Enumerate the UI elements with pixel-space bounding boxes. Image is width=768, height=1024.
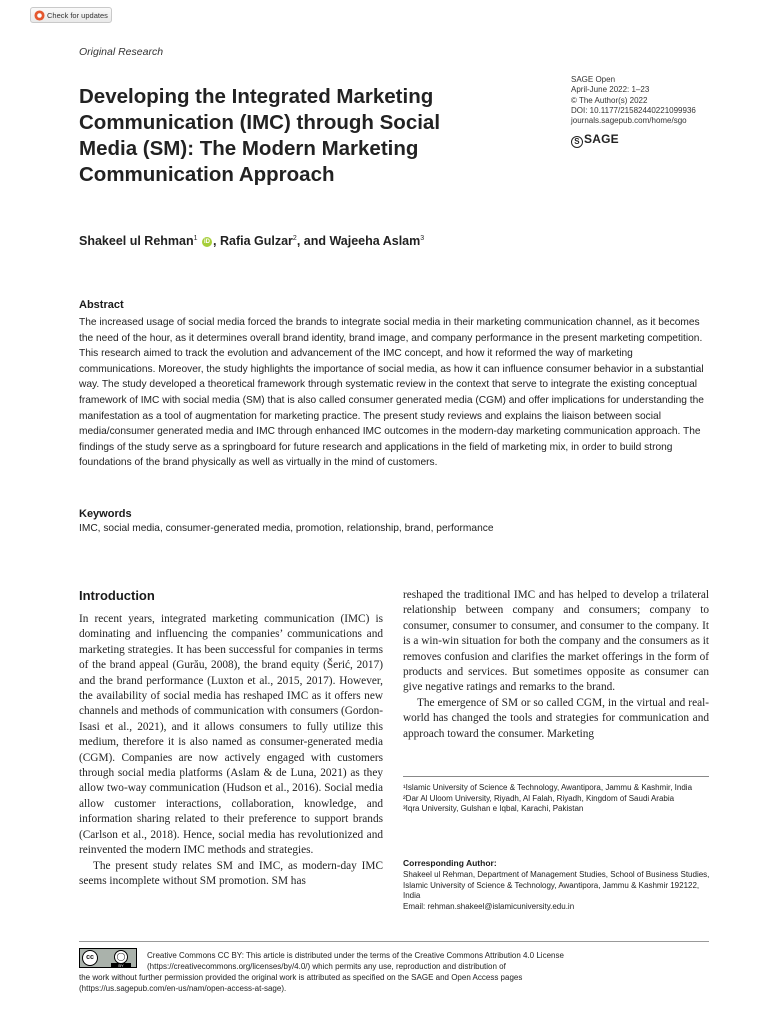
affiliations: [403, 783, 713, 815]
abstract-text: The increased usage of social media forced the brands to integrate social media in their marketing communication channel, as it becomes the need of the hour, as it determines overall brand identity, brand image, and company performance in the present marketing competition. This research aimed to track the evolution and advancement of the IMC concept, and how it reformed the way of marketing communications. Moreover, the study highlights the importance of social media, as how it can influence consumer behavior in a substantial way. The study developed a theoretical framework through systematic review in the context that serve to integrate the existing conceptual framework of IMC with social media (SM) that is also called consumer generated media (CGM) and offer implications for understanding the manifestation as a tool of augmentation for marketing practice. The present study reviews and explains the liaison between social media/consumer generated media and IMC through enhanced IMC outcomes in the modern-day marketing communication approach. The findings of the study serve as a springboard for future research and applications in the field of marketing mix, in order to build strong foundations of the brand physically as well as virtually in the mind of customers.: [79, 317, 704, 469]
paragraph: In recent years, integrated marketing communication (IMC) is dominating and influencing the companies’ communications and marketing strategies. It has been successful for companies in terms of the brand appeal (Gurău, 2008), the brand equity (Šerić, 2017) and the brand performance (Luxton et al., 2015, 2017). However, the availability of social media has reshaped IMC as it offers new channels and methods of communication with consumers (Gordon-Isasi et al., 2021), and it allows consumers to fully utilize this medium, therefore it is also named as consumer-generated media (CGM). Companies are now actively engaged with customers through social media platforms (Aslam & de Luna, 2021) as they allow two-way communication (Hudson et al., 2016). Social media allow customer interactions, collaboration, knowledge, and information sharing related to their preference to support brands (Carlson et al., 2018). Hence, social media has revolutionized and reinvented the modern IMC methods and strategies.: [79, 613, 384, 857]
keywords-heading: Keywords: [79, 508, 132, 520]
check-for-updates-button[interactable]: [30, 7, 112, 23]
sage-logo: [571, 132, 619, 148]
license-line-4[interactable]: (https://us.sagepub.com/en-us/nam/open-access-at-sage).: [79, 984, 287, 993]
doi[interactable]: DOI: 10.1177/21582440221099936: [571, 105, 696, 115]
license-text: [79, 950, 709, 994]
affiliation-1: ¹Islamic University of Science & Technology, Awantipora, Jammu & Kashmir, India: [403, 783, 693, 792]
journal-url[interactable]: journals.sagepub.com/home/sgo: [571, 116, 687, 126]
article-type: Original Research: [79, 46, 164, 58]
journal-issue: April-June 2022: 1–23: [571, 85, 650, 95]
orcid-icon[interactable]: iD: [204, 239, 211, 245]
author-3: , and Wajeeha Aslam: [296, 234, 421, 248]
corresponding-author: [403, 870, 713, 912]
body-column-left: [79, 612, 383, 889]
author-2: , Rafia Gulzar: [213, 234, 293, 248]
author-1: Shakeel ul Rehman: [79, 234, 194, 248]
footer-divider: [79, 941, 709, 942]
footnote-divider: [403, 776, 709, 777]
copyright: © The Author(s) 2022: [571, 95, 648, 105]
keywords-text: IMC, social media, consumer-generated media, promotion, relationship, brand, performance: [79, 523, 494, 534]
affiliation-3: ³Iqra University, Gulshan e Iqbal, Karachi, Pakistan: [403, 804, 584, 813]
abstract-heading: Abstract: [79, 299, 124, 311]
corresponding-author-heading: Corresponding Author:: [403, 858, 497, 868]
corresponding-author-email[interactable]: Email: rehman.shakeel@islamicuniversity.edu.in: [403, 901, 575, 911]
paragraph: The present study relates SM and IMC, as modern-day IMC seems incomplete without SM promotion. SM has: [79, 859, 383, 887]
license-line-1: Creative Commons CC BY: This article is distributed under the terms of the Creative Commons Attribution 4.0 License: [147, 951, 564, 960]
update-icon: [34, 10, 45, 21]
corresponding-author-address: Shakeel ul Rehman, Department of Management Studies, School of Business Studies, Islamic University of Science & Technology, Awantipora, Jammu & Kashmir 192122, India: [403, 870, 710, 900]
license-line-2[interactable]: (https://creativecommons.org/licenses/by/4.0/) which permits any use, reproduction and distribution of: [147, 962, 506, 971]
paragraph: reshaped the traditional IMC and has helped to develop a trilateral relationship between company and consumers; company to consumer, consumer to consumer, and consumer to the company. It is a win-win situation for both the company and the consumers as it removes confusion and clarifies the market offerings in the form of products and services. But sometimes opposite as consumer can give negative ratings and remarks to the brand.: [403, 589, 709, 694]
introduction-heading: Introduction: [79, 588, 155, 603]
article-title: Developing the Integrated Marketing Communication (IMC) through Social Media (SM): The Modern Marketing Communication Approach: [79, 85, 441, 186]
author-list: Shakeel ul Rehman$^1$ iD , Rafia Gulzar$^2$, and Wajeeha Aslam$^3$: [79, 234, 425, 248]
license-line-3: the work without further permission provided the original work is attributed as specified on the SAGE and Open Access pages: [79, 973, 523, 982]
body-column-right: [403, 588, 709, 742]
cc-by-label: BY: [111, 963, 131, 968]
affiliation-2: ²Dar Al Uloom University, Riyadh, Al Falah, Riyadh, Kingdom of Saudi Arabia: [403, 793, 675, 803]
creative-commons-icon: cc: [82, 950, 98, 966]
journal-info: [571, 75, 751, 126]
journal-name: SAGE Open: [571, 75, 616, 84]
paragraph: The emergence of SM or so called CGM, in the virtual and real-world has changed the tools and strategies for communication and approach toward the consumer. Marketing: [403, 696, 709, 740]
attribution-person-icon: ◯: [114, 950, 128, 964]
check-for-updates-label: Check for updates: [47, 11, 108, 20]
sage-s-icon: S: [571, 136, 583, 148]
sage-logo-text: SAGE: [584, 132, 619, 146]
